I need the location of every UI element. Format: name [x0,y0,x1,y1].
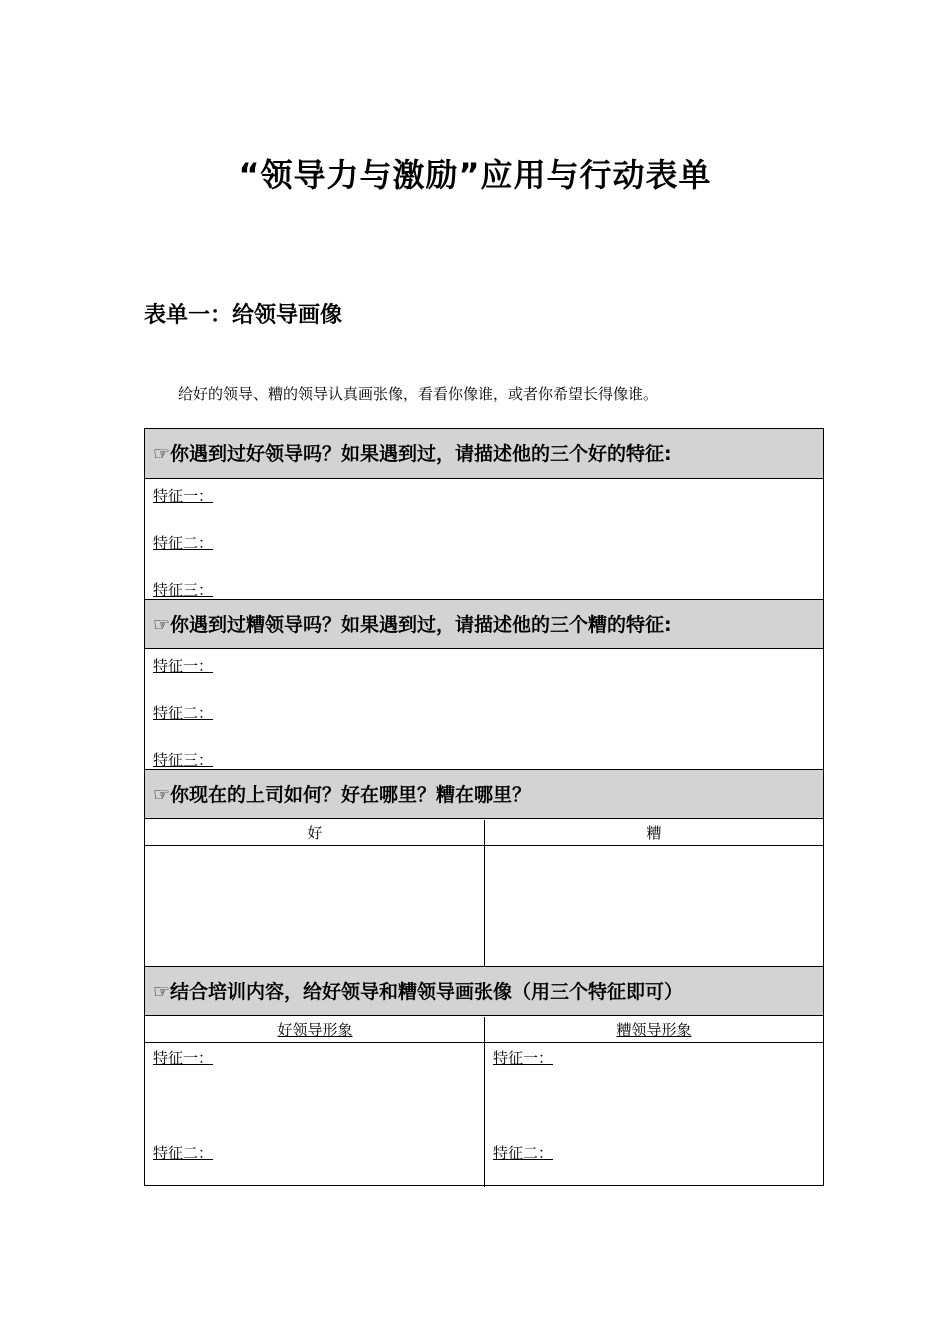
bad-image-trait-2[interactable]: 特征二： [493,1144,554,1162]
bad-leader-image-column-header: 糟领导形象 [485,1017,823,1043]
current-boss-good-column-header: 好 [145,820,485,846]
page-title: “领导力与激励”应用与行动表单 [238,156,712,194]
current-boss-bad-cell[interactable] [486,847,823,965]
good-image-trait-2[interactable]: 特征二： [153,1144,214,1162]
bad-leader-trait-3[interactable]: 特征三： [153,751,214,769]
good-leader-trait-1[interactable]: 特征一： [153,487,214,505]
column-divider [484,820,485,966]
good-leader-trait-2[interactable]: 特征二： [153,534,214,552]
column-divider [484,1017,485,1187]
question-current-boss-heading: ☞你现在的上司如何？好在哪里？糟在哪里？ [145,769,823,819]
question-good-leader-heading: ☞你遇到过好领导吗？如果遇到过，请描述他的三个好的特征: [145,429,823,479]
good-leader-trait-3[interactable]: 特征三： [153,581,214,599]
bad-leader-trait-1[interactable]: 特征一： [153,657,214,675]
bad-leader-trait-2[interactable]: 特征二： [153,704,214,722]
question-portrait-heading: ☞结合培训内容，给好领导和糟领导画张像（用三个特征即可） [145,966,823,1016]
bad-image-trait-1[interactable]: 特征一： [493,1049,554,1067]
form-table [144,428,824,1186]
current-boss-bad-column-header: 糟 [485,820,823,846]
current-boss-good-cell[interactable] [145,847,485,965]
good-leader-image-column-header: 好领导形象 [145,1017,485,1043]
question-bad-leader-heading: ☞你遇到过糟领导吗？如果遇到过，请描述他的三个糟的特征: [145,599,823,649]
good-image-trait-1[interactable]: 特征一： [153,1049,214,1067]
section-intro: 给好的领导、糟的领导认真画张像，看看你像谁，或者你希望长得像谁。 [178,385,659,403]
section-title: 表单一：给领导画像 [144,303,343,328]
